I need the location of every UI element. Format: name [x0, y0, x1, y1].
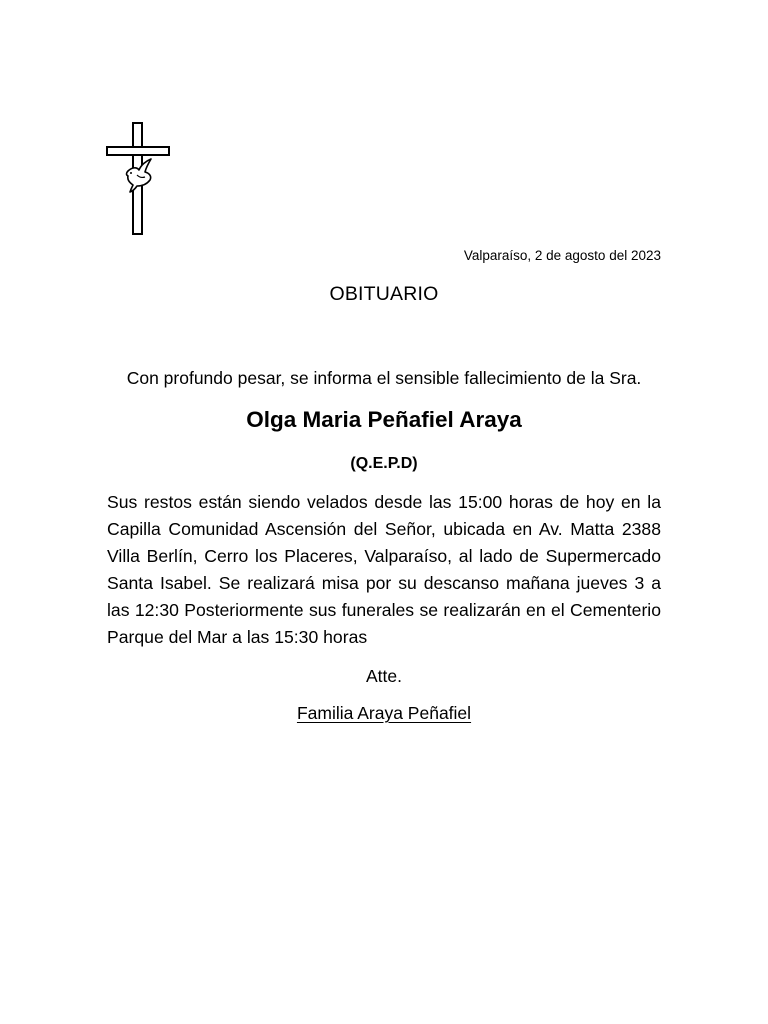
announcement-body: Sus restos están siendo velados desde las 15:00 horas de hoy en la Capilla Comunidad Ascensión del Señor, ubicada en Av. Matta 2388 Villa Berlín, Cerro los Placeres, Valparaíso, al lado de Supermercado Santa Isabel. Se realizará misa por su descanso mañana jueves 3 a las 12:30 Posteriormente sus funerales se realizarán en el Cementerio Parque del Mar a las 15:30 horas: [107, 492, 661, 647]
cross-with-dove-icon: [104, 120, 174, 238]
closing-regards: Atte.: [366, 666, 402, 686]
deceased-name: Olga Maria Peñafiel Araya: [246, 407, 522, 432]
page-title: OBITUARIO: [329, 283, 439, 305]
document-date: Valparaíso, 2 de agosto del 2023: [463, 248, 661, 263]
family-signature-text: Familia Araya Peñafiel: [296, 703, 472, 723]
family-signature: [0, 703, 768, 724]
qepd-label: (Q.E.P.D): [350, 455, 418, 472]
announcement-intro: Con profundo pesar, se informa el sensible fallecimiento de la Sra.: [126, 368, 642, 388]
